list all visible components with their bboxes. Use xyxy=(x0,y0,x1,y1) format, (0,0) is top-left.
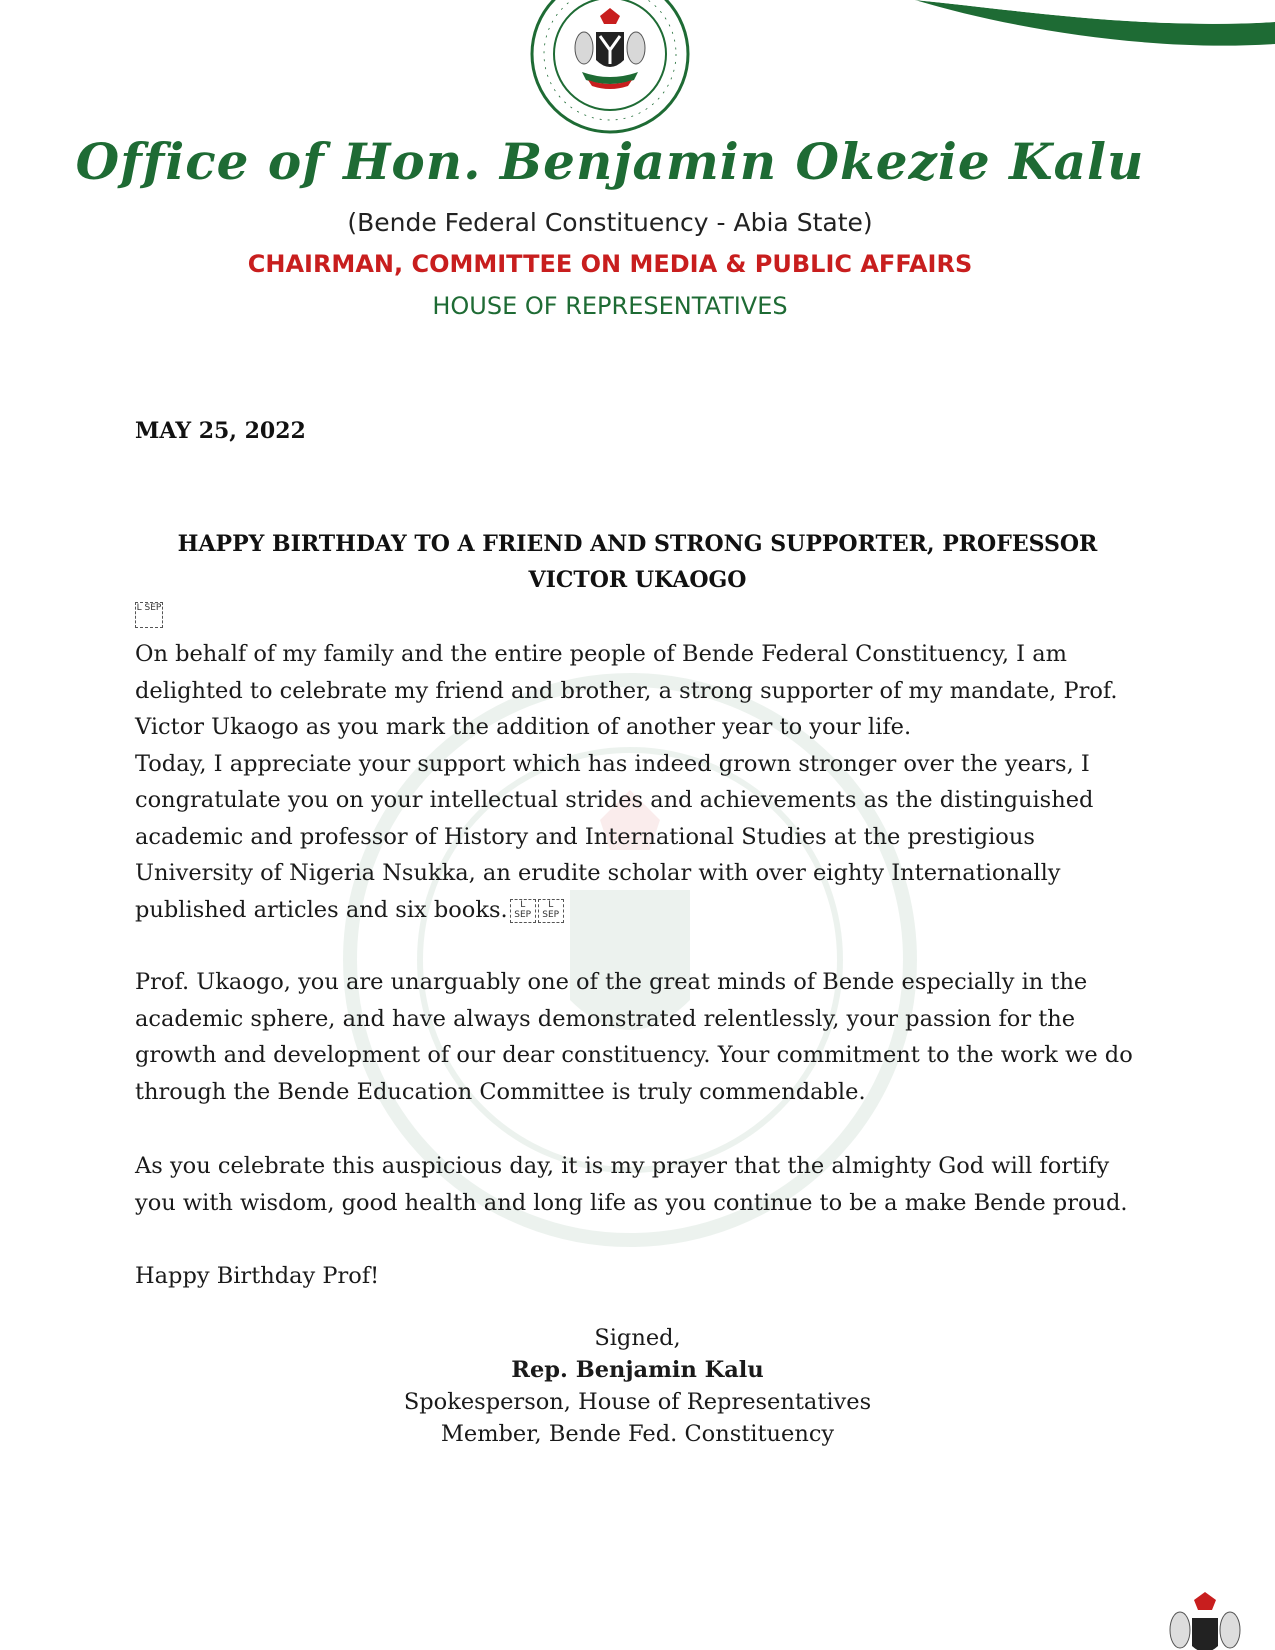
sep-glyph-inline: L SEP xyxy=(510,899,536,923)
sep-glyph-inline: L SEP xyxy=(538,899,564,923)
signed-label: Signed, xyxy=(594,1325,681,1351)
letter-date: MAY 25, 2022 xyxy=(135,418,306,444)
office-title: Office of Hon. Benjamin Okezie Kalu xyxy=(75,132,1145,191)
green-swoosh-decoration xyxy=(895,0,1275,60)
constituency-subtitle: (Bende Federal Constituency - Abia State) xyxy=(347,208,873,237)
letter-heading: HAPPY BIRTHDAY TO A FRIEND AND STRONG SUPPORTER, PROFESSOR VICTOR UKAOGO xyxy=(177,531,1098,593)
house-title: HOUSE OF REPRESENTATIVES xyxy=(432,292,788,320)
signature-block xyxy=(0,1322,1275,1450)
signatory-title: Spokesperson, House of Representatives xyxy=(403,1389,872,1415)
paragraph-3: As you celebrate this auspicious day, it is my prayer that the almighty God will fortify you with wisdom, good health and long life as you continue to be a make Bende proud. xyxy=(135,1153,1128,1216)
house-of-representatives-seal-icon xyxy=(528,0,692,136)
paragraph-1b-wrap xyxy=(135,746,1140,929)
closing-line: Happy Birthday Prof! xyxy=(135,1263,380,1289)
paragraph-1a: On behalf of my family and the entire people of Bende Federal Constituency, I am delighted to celebrate my friend and brother, a strong supporter of my mandate, Prof. Victor Ukaogo as you mark the addition of another year to your life. xyxy=(135,641,1118,740)
paragraph-1b: Today, I appreciate your support which has indeed grown stronger over the years, I congratulate you on your intellectual strides and achievements as the distinguished academic and professor of History and International Studies at the prestigious University of Nigeria Nsukka, an erudite scholar with over eighty Internationally published articles and six books. xyxy=(135,750,1094,923)
signatory-member: Member, Bende Fed. Constituency xyxy=(440,1421,835,1447)
chairman-title: CHAIRMAN, COMMITTEE ON MEDIA & PUBLIC AFFAIRS xyxy=(247,250,973,278)
signatory-name: Rep. Benjamin Kalu xyxy=(511,1357,764,1383)
sep-glyph: L SEP xyxy=(135,602,163,628)
paragraph-1 xyxy=(135,636,1140,928)
paragraph-2: Prof. Ukaogo, you are unarguably one of the great minds of Bende especially in the academic sphere, and have always demonstrated relentlessly, your passion for the growth and development of our dear constituency. Your commitment to the work we do through the Bende Education Committee is truly commendable. xyxy=(135,969,1133,1105)
bottom-seal-icon xyxy=(1150,1590,1260,1650)
